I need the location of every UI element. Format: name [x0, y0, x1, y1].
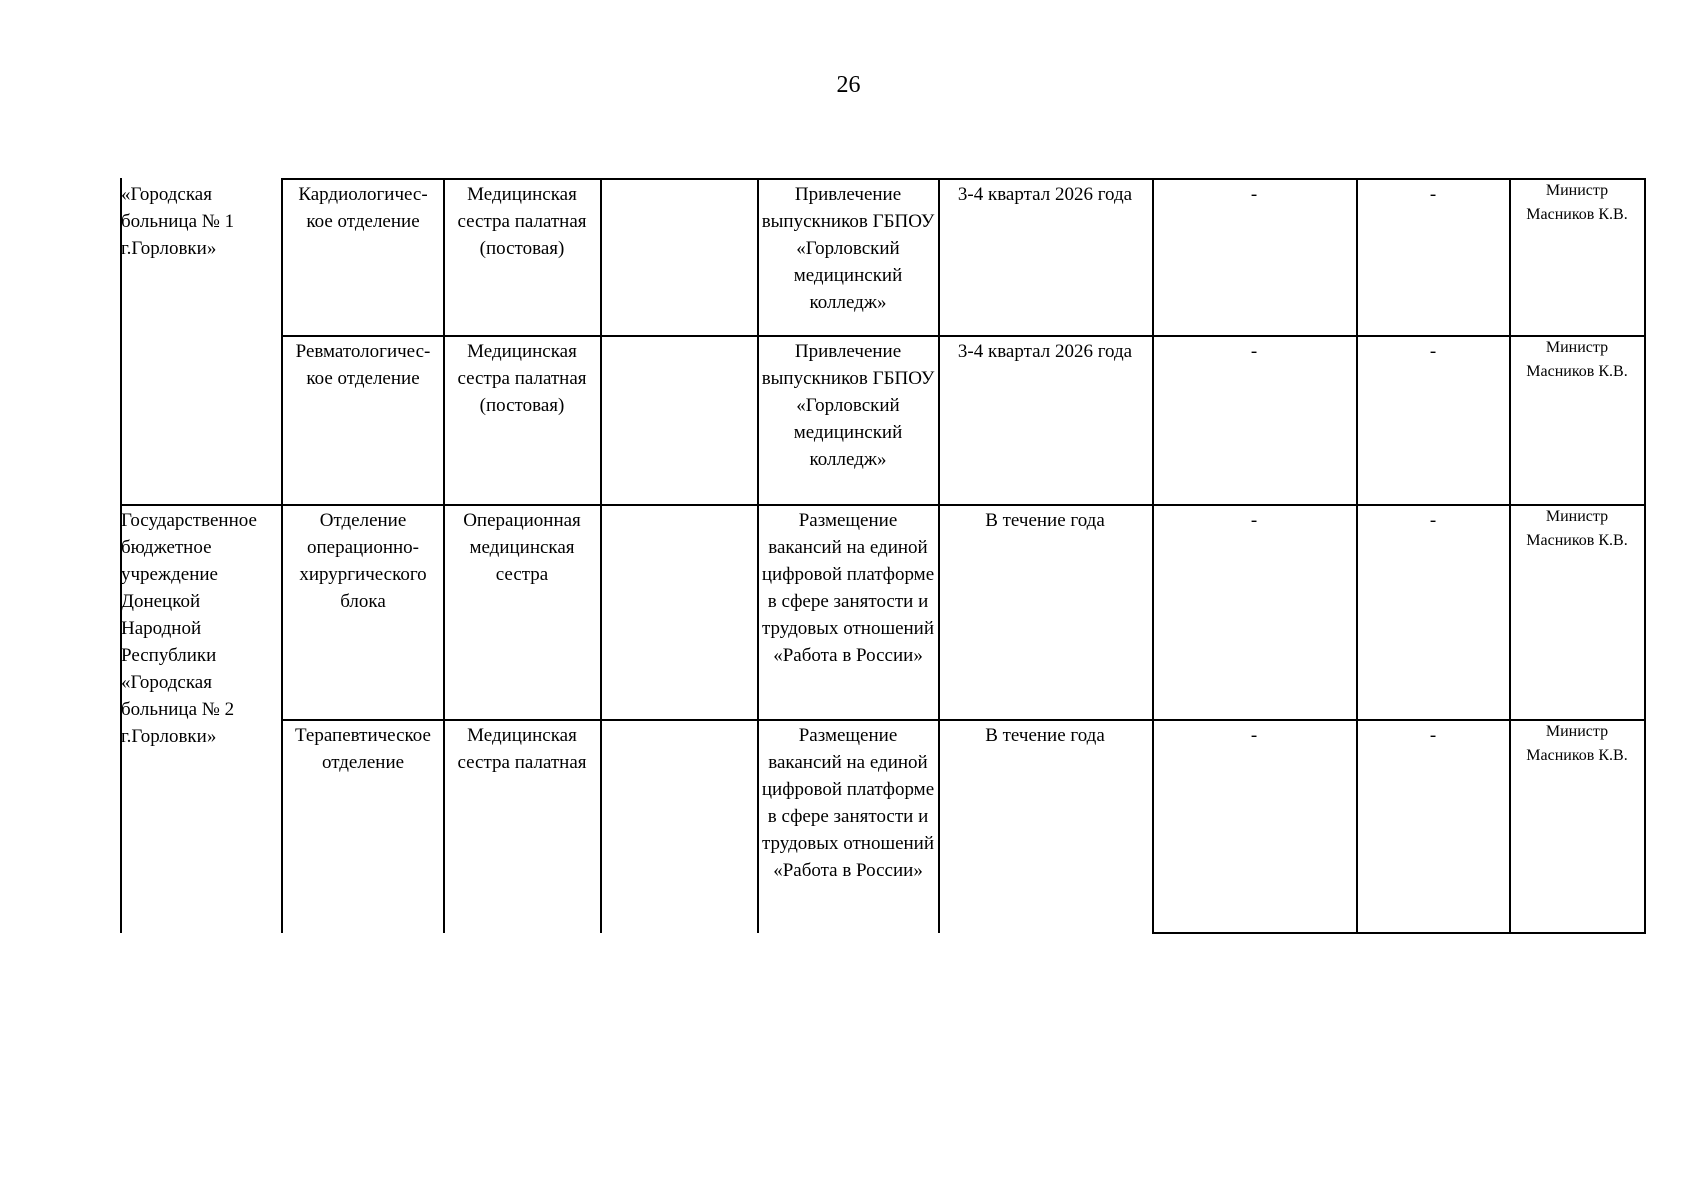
- col-border-3: [600, 178, 602, 933]
- position-cell: Медицинская сестра палатная (постовая): [457, 184, 587, 259]
- term-cell: 3-4 квартал 2026 года: [957, 341, 1133, 362]
- col-border-5: [938, 178, 940, 933]
- responsible-cell: Министр Масников К.В.: [1526, 508, 1628, 549]
- department-cell: Ревматологичес-кое отделение: [295, 341, 431, 389]
- term-cell: 3-4 квартал 2026 года: [957, 184, 1133, 205]
- institution-cell: Государственное бюджетное учреждение Донецкой Народной Республики «Городская больница № 2 г.Горловки»: [121, 510, 257, 747]
- empty-cell: [602, 179, 756, 181]
- col-border-7: [1356, 178, 1358, 933]
- dash-cell: -: [1250, 725, 1258, 746]
- institution-cell: [121, 720, 279, 722]
- department-cell: Терапевтическое отделение: [295, 725, 431, 773]
- position-cell: Медицинская сестра палатная (постовая): [457, 341, 587, 416]
- department-cell: Кардиологичес-кое отделение: [298, 184, 428, 232]
- dash-cell: -: [1429, 341, 1437, 362]
- responsible-cell: Министр Масников К.В.: [1526, 723, 1628, 764]
- page-number: 26: [836, 72, 861, 98]
- col-border-4: [757, 178, 759, 933]
- term-cell: В течение года: [985, 510, 1105, 531]
- responsible-cell: Министр Масников К.В.: [1526, 182, 1628, 223]
- position-cell: Операционная медицинская сестра: [463, 510, 581, 585]
- row-4-bottom-border: [1152, 932, 1646, 934]
- position-cell: Медицинская сестра палатная: [457, 725, 587, 773]
- col-border-1: [281, 178, 283, 933]
- measure-cell: Размещение вакансий на единой цифровой платформе в сфере занятости и трудовых отношений «Работа в России»: [761, 725, 935, 881]
- measure-cell: Привлечение выпускников ГБПОУ «Горловский медицинский колледж»: [761, 341, 935, 470]
- col-border-6: [1152, 178, 1154, 933]
- institution-cell: «Городская больница № 1 г.Горловки»: [121, 184, 235, 259]
- department-cell: Отделение операционно-хирургического блока: [299, 510, 427, 612]
- empty-cell: [602, 336, 756, 338]
- dash-cell: -: [1250, 184, 1258, 205]
- col-border-9: [1644, 178, 1646, 933]
- empty-cell: [602, 505, 756, 507]
- responsible-cell: Министр Масников К.В.: [1526, 339, 1628, 380]
- col-border-2: [443, 178, 445, 933]
- dash-cell: -: [1429, 510, 1437, 531]
- dash-cell: -: [1250, 510, 1258, 531]
- term-cell: В течение года: [985, 725, 1105, 746]
- dash-cell: -: [1429, 725, 1437, 746]
- dash-cell: -: [1250, 341, 1258, 362]
- dash-cell: -: [1429, 184, 1437, 205]
- measure-cell: Привлечение выпускников ГБПОУ «Горловский медицинский колледж»: [761, 184, 935, 313]
- empty-cell: [602, 720, 756, 722]
- col-border-8: [1509, 178, 1511, 933]
- measure-cell: Размещение вакансий на единой цифровой платформе в сфере занятости и трудовых отношений «Работа в России»: [761, 510, 935, 666]
- institution-cell: [121, 336, 279, 338]
